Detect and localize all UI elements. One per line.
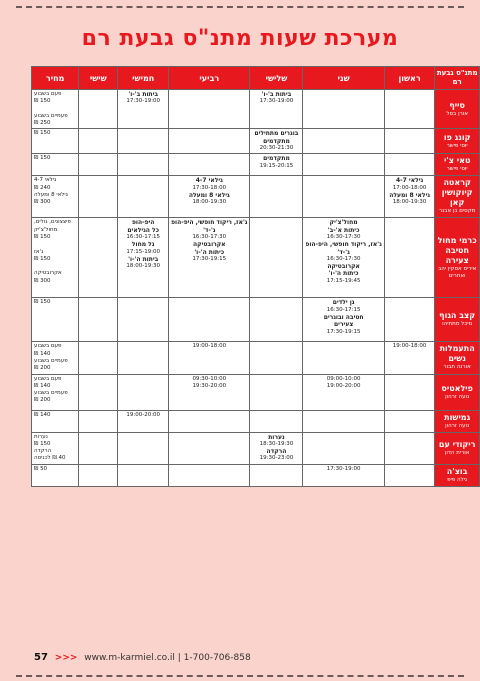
page-number: 57 bbox=[34, 652, 48, 663]
schedule-line: 16:30-17:15 bbox=[126, 233, 161, 240]
teacher-name: אורית הדון bbox=[444, 449, 470, 456]
price-line bbox=[34, 241, 76, 248]
header-row bbox=[32, 67, 480, 90]
schedule-cell bbox=[250, 176, 303, 218]
price-line: 140 ₪ bbox=[34, 411, 51, 418]
price-cell bbox=[32, 90, 79, 129]
schedule-cell bbox=[303, 464, 384, 486]
schedule-cell bbox=[250, 218, 303, 298]
schedule-cell bbox=[118, 342, 169, 374]
schedule-cell bbox=[303, 154, 384, 176]
teacher-name: מקסים בן אבנר bbox=[438, 208, 476, 215]
schedule-line: 17:30-19:15 bbox=[192, 255, 227, 262]
price-line: 200 ₪ bbox=[34, 397, 51, 404]
price-line: 250 ₪ bbox=[34, 120, 51, 127]
teacher-name: מיכל מתתיהו bbox=[442, 321, 473, 328]
schedule-cell bbox=[169, 90, 250, 129]
price-line: 40 ₪ לכניסה bbox=[34, 455, 66, 462]
schedule-cell bbox=[384, 374, 435, 410]
schedule-cell bbox=[384, 464, 435, 486]
schedule-line: 19:00-20:00 bbox=[326, 382, 361, 389]
schedule-line: 17:30-19:00 bbox=[259, 98, 294, 105]
schedule-line: גילאי 4-7 bbox=[195, 177, 223, 185]
schedule-line: 17:15-19:00 bbox=[126, 248, 161, 255]
schedule-line: מחול'צ'יק bbox=[329, 219, 358, 227]
class-name: סייף bbox=[449, 100, 465, 110]
table-row bbox=[32, 432, 480, 464]
schedule-line: גל מחול bbox=[131, 241, 155, 249]
schedule-line: ג'אז, ריקוד חופשי, היפ-הופ bbox=[305, 241, 382, 249]
schedule-cell bbox=[118, 298, 169, 342]
schedule-cell bbox=[250, 90, 303, 129]
schedule-cell bbox=[79, 298, 118, 342]
schedule-cell bbox=[79, 342, 118, 374]
table-row bbox=[32, 410, 480, 432]
schedule-line: ביתות ב'-ו' bbox=[128, 91, 159, 98]
header-day: ראשון bbox=[384, 67, 435, 90]
schedule-cell bbox=[79, 176, 118, 218]
schedule-line: גילאי 8 ומעלה bbox=[188, 191, 230, 199]
price-line: 140 ₪ bbox=[34, 350, 51, 357]
price-line: 150 ₪ bbox=[34, 155, 51, 162]
schedule-cell bbox=[250, 154, 303, 176]
schedule-cell bbox=[303, 410, 384, 432]
class-name-cell bbox=[435, 154, 480, 176]
header-day: חמישי bbox=[118, 67, 169, 90]
schedule-line: 17:30-19:00 bbox=[126, 98, 161, 105]
price-line: גילאי 8 ומעלה bbox=[34, 191, 68, 198]
page-title: מערכת שעות מתנ"ס גבעת רם bbox=[81, 26, 399, 51]
schedule-line: 19:00-20:00 bbox=[126, 411, 161, 418]
schedule-line: 19:15-20:15 bbox=[259, 162, 294, 169]
schedule-cell bbox=[169, 129, 250, 154]
schedule-line: הרקדה bbox=[266, 448, 287, 456]
price-cell bbox=[32, 298, 79, 342]
teacher-name: אורן בסל bbox=[446, 110, 468, 117]
price-line: הרקדה bbox=[34, 448, 52, 455]
schedule-cell bbox=[384, 154, 435, 176]
class-name-cell bbox=[435, 410, 480, 432]
schedule-line: 16:30-17:30 bbox=[192, 233, 227, 240]
price-line: פעמיים בשבוע bbox=[34, 357, 68, 364]
header-day: שני bbox=[303, 67, 384, 90]
price-line: גילאי 4-7 bbox=[34, 177, 57, 184]
schedule-cell bbox=[118, 129, 169, 154]
schedule-line: 16:30-17:30 bbox=[326, 233, 361, 240]
schedule-cell bbox=[303, 374, 384, 410]
teacher-name: גילה פיפ bbox=[447, 476, 468, 483]
class-name: בוצ'ה bbox=[446, 466, 468, 476]
schedule-cell bbox=[169, 342, 250, 374]
schedule-cell bbox=[169, 218, 250, 298]
schedule-line: 18:00-19:30 bbox=[392, 199, 427, 206]
schedule-line: מתקדמים bbox=[263, 137, 290, 145]
table-row bbox=[32, 90, 480, 129]
schedule-cell bbox=[169, 176, 250, 218]
table-row bbox=[32, 154, 480, 176]
class-name: קראטה קיוקושין קאן bbox=[441, 178, 473, 208]
price-cell bbox=[32, 176, 79, 218]
price-line: 240 ₪ bbox=[34, 184, 51, 191]
schedule-line: ג'-ד' bbox=[203, 226, 216, 234]
price-line: 150 ₪ bbox=[34, 255, 51, 262]
teacher-name: איריס אסקין יהב ואחרים bbox=[438, 265, 477, 279]
schedule-line: ביתות ב'-ו' bbox=[261, 91, 292, 98]
schedule-line: 18:00-19:30 bbox=[192, 199, 227, 206]
schedule-line: 17:30-19:15 bbox=[326, 328, 361, 335]
schedule-line: 17:15-19:45 bbox=[326, 277, 361, 284]
teacher-name: יוסי פישר bbox=[446, 166, 468, 173]
schedule-cell bbox=[118, 218, 169, 298]
schedule-line: ביתות ה'-ו' bbox=[128, 255, 159, 263]
teacher-name: יוסי פישר bbox=[446, 142, 468, 149]
schedule-line: 17:30-18:00 bbox=[192, 184, 227, 191]
schedule-cell bbox=[118, 410, 169, 432]
schedule-line: ג'אז, ריקוד חופשי, היפ-הופ bbox=[171, 219, 248, 227]
class-name: פילאטיס bbox=[441, 383, 473, 393]
schedule-cell bbox=[118, 90, 169, 129]
schedule-cell bbox=[118, 464, 169, 486]
schedule-cell bbox=[250, 129, 303, 154]
schedule-cell bbox=[384, 298, 435, 342]
schedule-cell bbox=[384, 432, 435, 464]
schedule-line: 19:00-18:00 bbox=[192, 343, 227, 350]
schedule-cell bbox=[79, 374, 118, 410]
price-line: 300 ₪ bbox=[34, 199, 51, 206]
schedule-line: כל הגילאים bbox=[127, 226, 160, 234]
arrows-icon: >>> bbox=[54, 653, 78, 663]
schedule-cell bbox=[384, 90, 435, 129]
class-name-cell bbox=[435, 298, 480, 342]
price-line: 150 ₪ bbox=[34, 130, 51, 137]
price-cell bbox=[32, 464, 79, 486]
schedule-line: ג'-ד' bbox=[337, 248, 350, 256]
price-line: ג'אז bbox=[34, 248, 44, 255]
schedule-cell bbox=[79, 90, 118, 129]
class-name-cell bbox=[435, 129, 480, 154]
price-line: פעמיים בשבוע bbox=[34, 112, 68, 119]
class-name-cell bbox=[435, 90, 480, 129]
schedule-cell bbox=[303, 129, 384, 154]
price-line: פעם בשבוע bbox=[34, 375, 62, 382]
price-cell bbox=[32, 432, 79, 464]
schedule-cell bbox=[250, 432, 303, 464]
header-day: שלישי bbox=[250, 67, 303, 90]
schedule-cell bbox=[384, 129, 435, 154]
schedule-table bbox=[31, 66, 480, 487]
price-line: מחול'צ'יק bbox=[34, 226, 58, 233]
schedule-cell bbox=[169, 154, 250, 176]
schedule-cell bbox=[303, 218, 384, 298]
class-name-cell bbox=[435, 176, 480, 218]
schedule-line: 16:30-17:15 bbox=[326, 306, 361, 313]
table-row bbox=[32, 218, 480, 298]
schedule-line: בוגרים מתחילים bbox=[254, 130, 299, 138]
schedule-cell bbox=[250, 342, 303, 374]
schedule-line: 18:30-19:30 bbox=[259, 440, 294, 447]
schedule-cell bbox=[169, 374, 250, 410]
schedule-cell bbox=[118, 432, 169, 464]
schedule-line: כיתות ה'-ו' bbox=[328, 270, 359, 278]
schedule-line: 18:00-19:30 bbox=[126, 263, 161, 270]
schedule-line: 19:30-20:00 bbox=[192, 382, 227, 389]
schedule-cell bbox=[79, 129, 118, 154]
price-cell bbox=[32, 342, 79, 374]
schedule-line: צעירים bbox=[334, 321, 354, 329]
price-line: פעם בשבוע bbox=[34, 91, 62, 97]
header-day: שישי bbox=[79, 67, 118, 90]
schedule-cell bbox=[79, 464, 118, 486]
schedule-cell bbox=[250, 298, 303, 342]
class-name: קצב הגוף bbox=[439, 311, 476, 321]
price-line: 140 ₪ bbox=[34, 382, 51, 389]
table-row bbox=[32, 298, 480, 342]
schedule-line: 09:00-10:00 bbox=[326, 375, 361, 382]
price-cell bbox=[32, 410, 79, 432]
schedule-cell bbox=[79, 432, 118, 464]
price-cell bbox=[32, 374, 79, 410]
price-line: נערות bbox=[34, 433, 48, 440]
teacher-name: אורנה תבור bbox=[443, 364, 471, 371]
schedule-line: גילאי 8 ומעלה bbox=[389, 191, 430, 199]
price-line: פעם בשבוע bbox=[34, 343, 62, 350]
schedule-cell bbox=[79, 154, 118, 176]
schedule-line: היפ-הופ bbox=[131, 219, 155, 227]
class-name: כרמי מחול חטיבה צעירה bbox=[437, 235, 477, 265]
teacher-name: נועה זרהון bbox=[445, 393, 470, 400]
price-line: 50 ₪ bbox=[34, 465, 48, 472]
schedule-cell bbox=[303, 90, 384, 129]
price-line bbox=[34, 106, 76, 113]
class-name: התעמלות נשים bbox=[439, 344, 475, 364]
top-dashed-border bbox=[16, 6, 464, 8]
class-name: קונג פו bbox=[443, 132, 471, 142]
header-class-column: מתנ"ס גבעת רם bbox=[435, 67, 480, 90]
price-line: 150 ₪ bbox=[34, 440, 51, 447]
footer-separator: | bbox=[177, 653, 181, 663]
schedule-line: 17:30-19:00 bbox=[326, 465, 361, 472]
table-row bbox=[32, 176, 480, 218]
price-line: 300 ₪ bbox=[34, 277, 51, 284]
schedule-line: כיתות ה'-ו' bbox=[194, 248, 225, 256]
schedule-cell bbox=[250, 374, 303, 410]
schedule-line: גן ילדים bbox=[332, 299, 355, 307]
schedule-line: מתקדמים bbox=[263, 155, 290, 163]
schedule-line: אקרובטיקה bbox=[327, 263, 360, 271]
schedule-line: גילאי 4-7 bbox=[396, 177, 424, 185]
price-line bbox=[34, 263, 76, 270]
website-link[interactable]: www.m-karmiel.co.il bbox=[84, 653, 175, 663]
schedule-cell bbox=[303, 432, 384, 464]
schedule-cell bbox=[79, 218, 118, 298]
schedule-line: נערות bbox=[268, 433, 285, 441]
header-price: מחיר bbox=[32, 67, 79, 90]
phone-number: 1-700-706-858 bbox=[183, 653, 251, 663]
schedule-cell bbox=[384, 176, 435, 218]
table-row bbox=[32, 374, 480, 410]
price-line: 150 ₪ bbox=[34, 98, 51, 105]
page-footer bbox=[34, 652, 251, 663]
schedule-cell bbox=[169, 464, 250, 486]
schedule-line: 19:00-18:00 bbox=[392, 343, 427, 350]
schedule-cell bbox=[303, 176, 384, 218]
price-line: 150 ₪ bbox=[34, 299, 51, 306]
class-name-cell bbox=[435, 342, 480, 374]
class-name: טאי צ'י bbox=[443, 156, 471, 166]
table-row bbox=[32, 129, 480, 154]
schedule-line: חטיבה ובוגרים bbox=[323, 313, 364, 321]
schedule-line: 17:00-18:00 bbox=[392, 184, 427, 191]
price-line: אקרובטיקה bbox=[34, 270, 62, 277]
schedule-line: 20:30-21:30 bbox=[259, 145, 294, 152]
schedule-cell bbox=[250, 410, 303, 432]
schedule-cell bbox=[169, 410, 250, 432]
price-cell bbox=[32, 154, 79, 176]
class-name-cell bbox=[435, 218, 480, 298]
schedule-cell bbox=[384, 218, 435, 298]
schedule-cell bbox=[79, 410, 118, 432]
schedule-cell bbox=[250, 464, 303, 486]
class-name: גמישות bbox=[444, 412, 471, 422]
table-row bbox=[32, 342, 480, 374]
class-name: ריקודי עם bbox=[438, 439, 476, 449]
schedule-line: 09:30-10:00 bbox=[192, 375, 227, 382]
schedule-cell bbox=[303, 342, 384, 374]
schedule-cell bbox=[384, 342, 435, 374]
schedule-cell bbox=[303, 298, 384, 342]
schedule-cell bbox=[118, 154, 169, 176]
price-line: 200 ₪ bbox=[34, 365, 51, 372]
teacher-name: נועה זרהון bbox=[445, 422, 470, 429]
class-name-cell bbox=[435, 374, 480, 410]
schedule-cell bbox=[169, 298, 250, 342]
schedule-line: כיתות א'-ב' bbox=[327, 226, 360, 234]
schedule-cell bbox=[118, 176, 169, 218]
table-row bbox=[32, 464, 480, 486]
price-line: פעמיים בשבוע bbox=[34, 390, 68, 397]
class-name-cell bbox=[435, 464, 480, 486]
schedule-line: 16:30-17:30 bbox=[326, 255, 361, 262]
price-cell bbox=[32, 129, 79, 154]
price-line: 150 ₪ bbox=[34, 233, 51, 240]
schedule-cell bbox=[169, 432, 250, 464]
price-line: פיצצונים, גולים, bbox=[34, 219, 71, 226]
schedule-cell bbox=[118, 374, 169, 410]
price-cell bbox=[32, 218, 79, 298]
header-day: רביעי bbox=[169, 67, 250, 90]
schedule-line: אקרובטיקה bbox=[193, 241, 226, 249]
class-name-cell bbox=[435, 432, 480, 464]
bottom-dashed-border bbox=[16, 675, 464, 677]
schedule-cell bbox=[384, 410, 435, 432]
schedule-line: 19:30-23:00 bbox=[259, 455, 294, 462]
